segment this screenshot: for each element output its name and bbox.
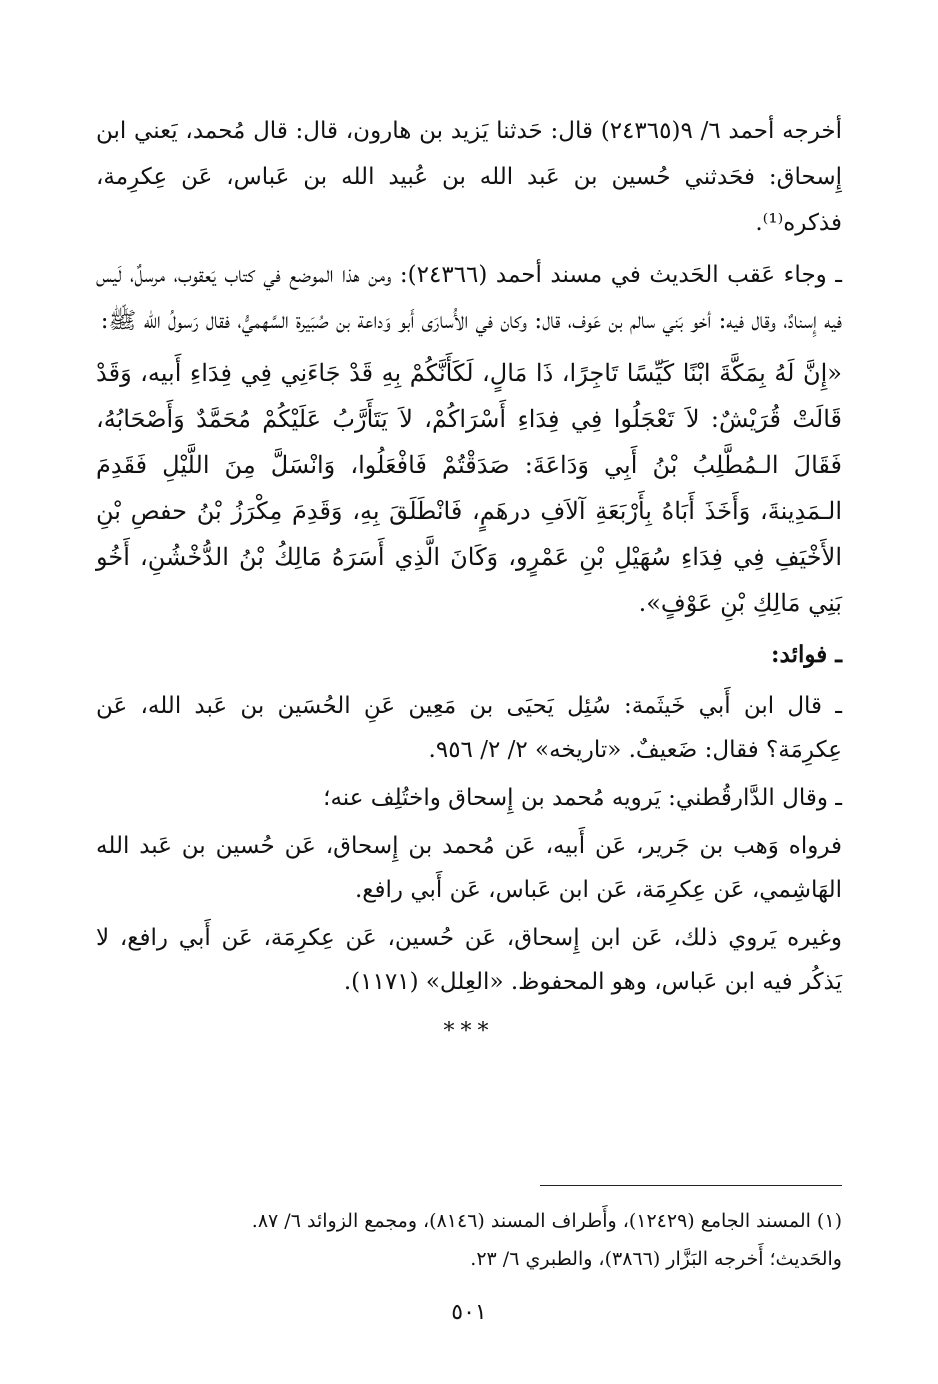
paragraph-wahb-riwaya: فرواه وَهب بن جَرير، عَن أَبيه، عَن مُحمد بن إِسحاق، عَن حُسين بن عَبد الله الهَاشِمي، عَن عِكرِمَة، عَن ابن عَباس، عَن أَبي رافع. [96,833,842,903]
footnote-1: (١) المسند الجامع (١٢٤٢٩)، وأَطراف المسند (٨١٤٦)، ومجمع الزوائد ٦/ ٨٧. [251,1210,842,1232]
paragraph-takhrij: أخرجه أحمد ٦/ ٩(٢٤٣٦٥) قال: حَدثنا يَزيد بن هارون، قال: قال مُحمد، يَعني ابن إِسحاق: فحَدثني حُسين بن عَبد الله بن عُبيد الله بن عَباس، عَن عِكرِمة، فذكره⁽¹⁾. [96,118,842,236]
paragraph-ibn-abi-khaythama: ـ قال ابن أَبي خَيثَمة: سُئِل يَحيَى بن مَعِين عَنِ الحُسَين بن عَبد الله، عَن عِكرِمَة؟ فقال: ضَعيفٌ. «تاريخه» ٢/ ٢/ ٩٥٦. [96,693,842,763]
footnotes [96,1202,842,1278]
paragraph-daraqutni: ـ وقال الدَّارقُطني: يَرويه مُحمد بن إِسحاق واختُلِف عنه؛ [323,785,842,811]
page-number: ٥٠١ [451,1300,487,1325]
main-text [96,108,842,1052]
hadith-text: «إِنَّ لَهُ بِمَكَّةَ ابْنًا كَيِّسًا تَاجِرًا، ذَا مَالٍ، لَكَأَنَّكُمْ بِهِ قَدْ جَاءَنِي فِي فِدَاءِ أَبيه، وَقَدْ قَالَتْ قُرَيْشٌ: لاَ تَعْجَلُوا فِي فِدَاءِ أَسْرَاكُمْ، لاَ يَتَأَرَّبُ عَلَيْكُمْ مُحَمَّدٌ وَأَصْحَابُهُ، فَقَالَ الـمُطَّلِبُ بْنُ أَبِي وَدَاعَةَ: صَدَقْتُمْ فَافْعَلُوا، وَانْسَلَّ مِنَ اللَّيْلِ فَقَدِمَ الـمَدِينةَ، وَأَخَذَ أَبَاهُ بِأَرْبَعَةِ آلاَفِ درهَمٍ، فَانْطَلَقَ بِهِ، وَقَدِمَ مِكْرَزُ بْنُ حفصِ بْنِ الأَخْيَفِ فِي فِدَاءِ سُهَيْلِ بْنِ عَمْرٍو، وَكَانَ الَّذِي أَسَرَهُ مَالِكُ بْنُ الدُّخْشُنِ، أَخُو بَنِي مَالِكِ بْنِ عَوْفٍ». [96,359,843,617]
section-heading-fawaid: ـ فوائد: [771,641,842,668]
paragraph-mahfuz: وغيره يَروي ذلك، عَن ابن إِسحاق، عَن حُسين، عَن عِكرِمَة، عَن أَبي رافع، لا يَذكُر فيه ابن عَباس، وهو المحفوظ. «العِلل» (١١٧١). [96,925,842,995]
paragraph-musnad-note: ـ وجاء عَقب الحَديث في مسند أحمد (٢٤٣٦٦): ومن هذا الموضع في كتاب يَعقوب، مرسلٌ، لَيس فيه إِسنادٌ، وقال فيه: أخو بَني سالم بن عَوف، قال: وكان في الأُسارَى أَبو وَداعة بن صُبَيرة السَّهميُّ، فقال رَسولُ الله ﷺ: [96,262,843,334]
section-separator: *** [443,1019,495,1044]
footnote-1-continued: والحَديث؛ أَخرجه البَزَّار (٣٨٦٦)، والطبري ٦/ ٢٣. [470,1248,842,1270]
footnote-divider [540,1185,842,1186]
